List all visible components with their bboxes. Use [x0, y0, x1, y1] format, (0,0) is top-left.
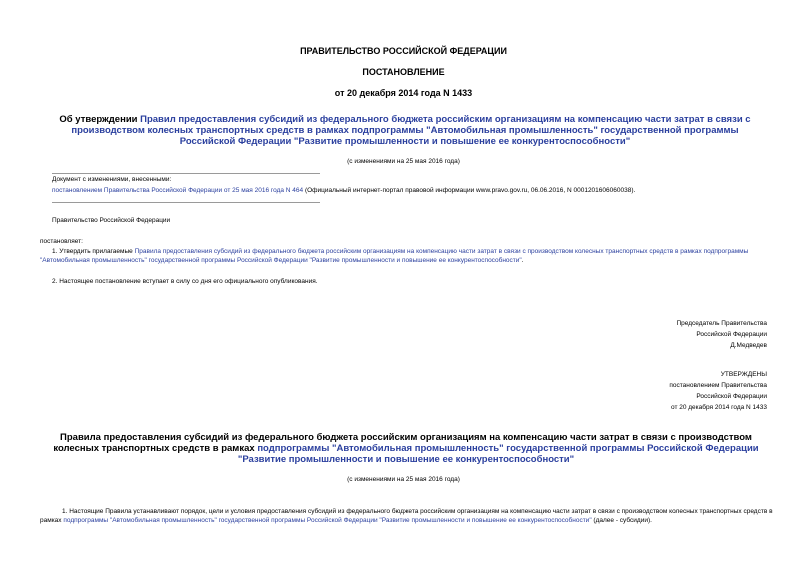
body-government: Правительство Российской Федерации — [52, 217, 171, 224]
rules-p1-suffix: (далее - субсидии). — [591, 517, 652, 524]
body-decrees: постановляет: — [40, 238, 83, 245]
rules-paragraph-1 — [40, 507, 774, 525]
doc-type-heading: ПОСТАНОВЛЕНИЕ — [362, 67, 445, 77]
p1-rules-link[interactable]: Правила предоставления субсидий из федерального бюджета российским организациям на компенсацию части затрат в связи с производством колесных транспортных средств в рамках подпрограммы "Автомобильная промышленность" государственной программы Российской Федерации "Развитие промышленности и повышение ее конкурентоспособности" — [40, 248, 749, 264]
p1-suffix: . — [521, 257, 524, 264]
body-paragraph-1 — [40, 247, 774, 265]
approved-line-3: Российской Федерации — [696, 393, 767, 400]
approved-line-1: УТВЕРЖДЕНЫ — [720, 371, 767, 378]
changes-top-rule — [52, 173, 320, 174]
changes-rest: (Официальный интернет-портал правовой информации www.pravo.gov.ru, 06.06.2016, N 0001201606060038). — [303, 187, 636, 194]
rules-title-prefix: Правила предоставления субсидий из федерального бюджета российским организациям на компенсацию части затрат в связи с производством колесных транспортных средств в рамках — [53, 432, 752, 454]
rules-p1-prefix: 1. Настоящие Правила устанавливают порядок, цели и условия предоставления субсидий из федерального бюджета российским организациям на компенсацию части затрат в связи с производством колесных транспортных средств в рамках — [40, 508, 773, 524]
approved-line-4: от 20 декабря 2014 года N 1433 — [670, 404, 767, 411]
rules-title — [50, 432, 762, 465]
approved-block — [669, 370, 767, 412]
signature-line-1: Председатель Правительства — [676, 320, 767, 327]
rules-amendments: (с изменениями на 25 мая 2016 года) — [347, 476, 460, 483]
rules-title-link[interactable]: подпрограммы "Автомобильная промышленность" государственной программы Российской Федерации "Развитие промышленности и повышение ее конкурентоспособности" — [237, 443, 759, 465]
government-heading: ПРАВИТЕЛЬСТВО РОССИЙСКОЙ ФЕДЕРАЦИИ — [300, 46, 507, 56]
p1-prefix: 1. Утвердить прилагаемые — [52, 248, 135, 255]
approved-line-2: постановлением Правительства — [669, 382, 767, 389]
changes-text — [52, 186, 772, 195]
body-paragraph-2: 2. Настоящее постановление вступает в силу со дня его официального опубликования. — [52, 278, 318, 285]
title-rules-link[interactable]: Правил предоставления субсидий из федерального бюджета российским организациям на компенсацию части затрат в связи с производством колесных транспортных средств в рамках подпрограммы "Автомобильная промышленность" государственной программы Российской Федерации "Развитие промышленности и повышение ее конкурентоспособности" — [71, 114, 751, 147]
date-number: от 20 декабря 2014 года N 1433 — [334, 88, 473, 98]
signature-line-3: Д.Медведев — [730, 342, 767, 349]
title-amendments: (с изменениями на 25 мая 2016 года) — [347, 158, 460, 165]
title-prefix: Об утверждении — [59, 114, 141, 125]
document-title — [44, 114, 766, 147]
signature-block — [676, 319, 767, 350]
changes-label: Документ с изменениями, внесенными: — [52, 176, 172, 183]
rules-p1-link[interactable]: подпрограммы "Автомобильная промышленность" государственной программы Российской Федерации "Развитие промышленности и повышение ее конкурентоспособности" — [63, 517, 592, 524]
signature-line-2: Российской Федерации — [696, 331, 767, 338]
changes-bottom-rule — [52, 202, 320, 203]
changes-decree-link[interactable]: постановлением Правительства Российской Федерации от 25 мая 2016 года N 464 — [52, 187, 304, 194]
